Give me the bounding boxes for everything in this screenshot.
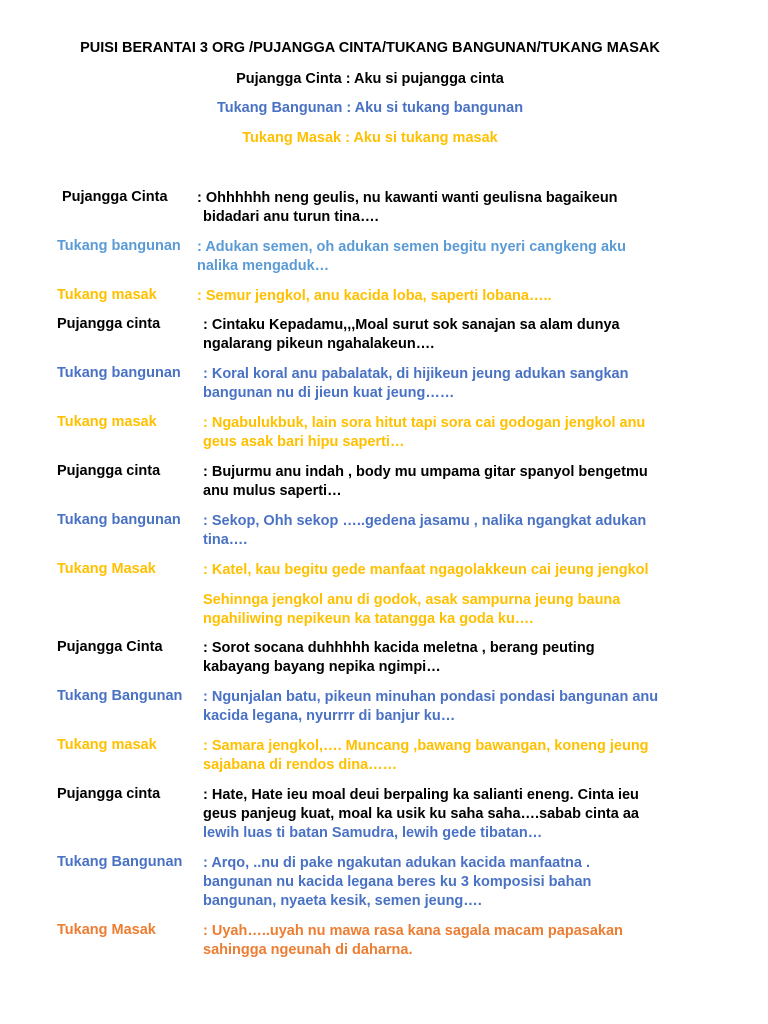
verse-line: ngalarang pikeun ngahalakeun…. — [203, 336, 435, 352]
verse-line: lewih luas ti batan Samudra, lewih gede tibatan… — [203, 825, 543, 841]
speaker-label: Tukang masak — [57, 414, 157, 430]
verse-line: : Ngabulukbuk, lain sora hitut tapi sora cai godogan jengkol anu — [203, 415, 646, 431]
verse-line: : Samara jengkol,…. Muncang ,bawang bawangan, koneng jeung — [203, 738, 649, 754]
verse-line: : Cintaku Kepadamu,,,Moal surut sok sanajan sa alam dunya — [203, 317, 620, 333]
speaker-label: Pujangga cinta — [57, 786, 161, 802]
verse-line: ngahiliwing nepikeun ka tatangga ka goda ku…. — [203, 611, 534, 627]
verse-line: bangunan nu kacida legana beres ku 3 komposisi bahan — [203, 874, 592, 890]
verse-line: : Bujurmu anu indah , body mu umpama gitar spanyol bengetmu — [203, 464, 648, 480]
speaker-label: Tukang Masak — [57, 922, 156, 938]
verse-line: bidadari anu turun tina…. — [203, 209, 379, 225]
roster-tukang-masak: Tukang Masak : Aku si tukang masak — [242, 130, 498, 146]
verse-line: : Arqo, ..nu di pake ngakutan adukan kacida manfaatna . — [203, 855, 591, 871]
speaker-label: Tukang bangunan — [57, 512, 181, 528]
verse-line: bangunan, nyaeta kesik, semen jeung…. — [203, 893, 482, 909]
speaker-label: Pujangga cinta — [57, 463, 161, 479]
speaker-label: Pujangga Cinta — [57, 639, 163, 655]
speaker-label: Tukang Bangunan — [57, 688, 183, 704]
verse-line: : Koral koral anu pabalatak, di hijikeun jeung adukan sangkan — [203, 366, 629, 382]
speaker-label: Tukang Masak — [57, 561, 156, 577]
roster-tukang-bangunan: Tukang Bangunan : Aku si tukang bangunan — [216, 100, 524, 116]
verse-line: : Katel, kau begitu gede manfaat ngagolakkeun cai jeung jengkol — [203, 562, 649, 578]
verse-line: bangunan nu di jieun kuat jeung…… — [203, 385, 455, 401]
verse-line: anu mulus saperti… — [203, 483, 342, 499]
speaker-label: Tukang bangunan — [57, 238, 181, 254]
verse-line: Sehinnga jengkol anu di godok, asak sampurna jeung bauna — [203, 592, 621, 608]
verse-line: : Adukan semen, oh adukan semen begitu nyeri cangkeng aku — [197, 239, 626, 255]
verse-line: tina…. — [203, 532, 248, 548]
roster-pujangga-cinta: Pujangga Cinta : Aku si pujangga cinta — [236, 71, 504, 87]
verse-line: kabayang bayang nepika ngimpi… — [203, 659, 441, 675]
verse-line: nalika mengaduk… — [197, 258, 330, 274]
verse-line: geus panjeug kuat, moal ka usik ku saha saha….sabab cinta aa — [203, 806, 639, 822]
verse-line: : Sekop, Ohh sekop …..gedena jasamu , nalika ngangkat adukan — [203, 513, 647, 529]
verse-line: : Uyah…..uyah nu mawa rasa kana sagala macam papasakan — [203, 923, 623, 939]
speaker-label: Tukang Bangunan — [57, 854, 183, 870]
verse-line: sahingga ngeunah di daharna. — [203, 942, 413, 958]
verse-line: : Ohhhhhh neng geulis, nu kawanti wanti geulisna bagaikeun — [197, 190, 618, 206]
verse-line: kacida legana, nyurrrr di banjur ku… — [203, 708, 456, 724]
verse-line: : Hate, Hate ieu moal deui berpaling ka salianti eneng. Cinta ieu — [203, 787, 639, 803]
speaker-label: Pujangga Cinta — [62, 189, 168, 205]
speaker-label: Tukang masak — [57, 737, 157, 753]
verse-line: geus asak bari hipu saperti… — [203, 434, 405, 450]
speaker-label: Tukang bangunan — [57, 365, 181, 381]
verse-line: : Sorot socana duhhhhh kacida meletna , berang peuting — [203, 640, 595, 656]
verse-line: sajabana di rendos dina…… — [203, 757, 398, 773]
verse-line: : Semur jengkol, anu kacida loba, saperti lobana….. — [197, 288, 552, 304]
verse-line: : Ngunjalan batu, pikeun minuhan pondasi pondasi bangunan anu — [203, 689, 659, 705]
speaker-label: Pujangga cinta — [57, 316, 161, 332]
speaker-label: Tukang masak — [57, 287, 157, 303]
page-title: PUISI BERANTAI 3 ORG /PUJANGGA CINTA/TUKANG BANGUNAN/TUKANG MASAK — [80, 40, 660, 56]
